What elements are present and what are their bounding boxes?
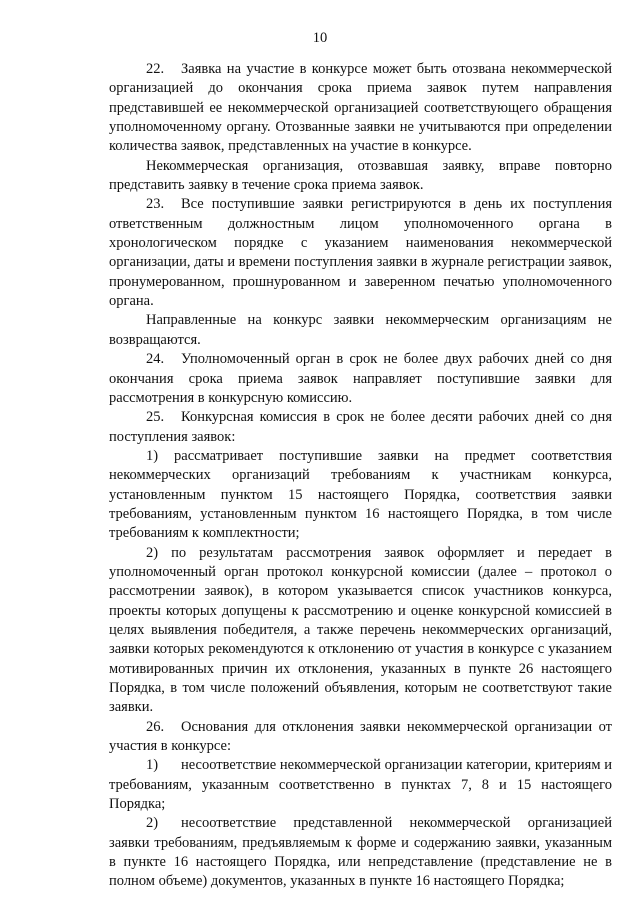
paragraph-25 <box>109 408 612 447</box>
paragraph-text: несоответствие некоммерческой организации категории, критериям и требованиям, указанным соответственно в пунктах 7, 8 и 15 настоящего Порядка; <box>109 757 612 813</box>
paragraph-23 <box>109 195 612 311</box>
paragraph-26 <box>109 718 612 757</box>
paragraph-25-item-2 <box>109 544 612 718</box>
paragraph-26-item-2 <box>109 814 612 891</box>
paragraph-text: Направленные на конкурс заявки некоммерческим организациям не возвращаются. <box>109 312 612 348</box>
paragraph-number: 24. <box>146 351 165 368</box>
paragraph-number: 23. <box>146 196 165 213</box>
paragraph-22-continued <box>109 157 612 196</box>
paragraph-26-item-1 <box>109 756 612 814</box>
paragraph-number: 1) <box>146 757 159 774</box>
paragraph-text: Все поступившие заявки регистрируются в день их поступления ответственным должностным лицом уполномоченного органа в хронологическом порядке с указанием наименования некоммерческой организации, даты и времени поступления заявки в журнале регистрации заявок, пронумерованном, прошнурованном и заверенном печатью уполномоченного органа. <box>109 196 612 310</box>
paragraph-text: 1) рассматривает поступившие заявки на предмет соответствия некоммерческих организаций требованиям к участникам конкурса, установленным пунктом 15 настоящего Порядка, соответствия заявки требованиям, установленным пунктом 16 настоящего Порядка, в том числе требованиям к комплектности; <box>109 447 612 542</box>
paragraph-number: 26. <box>146 718 165 735</box>
document-body <box>109 60 612 892</box>
paragraph-number: 25. <box>146 409 165 426</box>
paragraph-text: Уполномоченный орган в срок не более двух рабочих дней со дня окончания срока приема заявок направляет поступившие заявки для рассмотрения в конкурсную комиссию. <box>109 351 612 406</box>
paragraph-number: 22. <box>146 61 165 77</box>
paragraph-text: Некоммерческая организация, отозвавшая заявку, вправе повторно представить заявку в течение срока приема заявок. <box>109 157 612 194</box>
paragraph-text: Конкурсная комиссия в срок не более десяти рабочих дней со дня поступления заявок: <box>109 409 612 445</box>
paragraph-text: Заявка на участие в конкурсе может быть отозвана некоммерческой организацией до окончания срока приема заявок путем направления представившей ее некоммерческой организацией соответствующего обращения уполномоченному органу. Отозванные заявки не учитываются при определении количества заявок, представленных на участие в конкурсе. <box>109 61 612 155</box>
paragraph-text: Основания для отклонения заявки некоммерческой организации от участия в конкурсе: <box>109 718 612 755</box>
paragraph-number: 2) <box>146 815 159 832</box>
page-number: 10 <box>312 30 328 46</box>
paragraph-22 <box>109 60 612 157</box>
paragraph-24 <box>109 350 612 408</box>
paragraph-25-item-1 <box>109 447 612 544</box>
paragraph-text: 2) по результатам рассмотрения заявок оформляет и передает в уполномоченный орган протокол конкурсной комиссии (далее – протокол о рассмотрении заявок), в котором указывается список участников конкурса, проекты которых допущены к рассмотрению и оценке конкурсной комиссией в целях выявления победителя, а также перечень некоммерческих организаций, заявки которых рекомендуются к отклонению от участия в конкурсе с указанием мотивированных причин их отклонения, указанных в пункте 26 настоящего Порядка, в том числе положений объявления, которым не соответствуют такие заявки. <box>109 544 612 716</box>
paragraph-23-continued <box>109 311 612 350</box>
paragraph-text: несоответствие представленной некоммерческой организацией заявки требованиям, предъявляемым к форме и содержанию заявки, указанным в пункте 16 настоящего Порядка, или непредставление (представление не в полном объеме) документов, указанных в пункте 16 настоящего Порядка; <box>109 815 612 890</box>
